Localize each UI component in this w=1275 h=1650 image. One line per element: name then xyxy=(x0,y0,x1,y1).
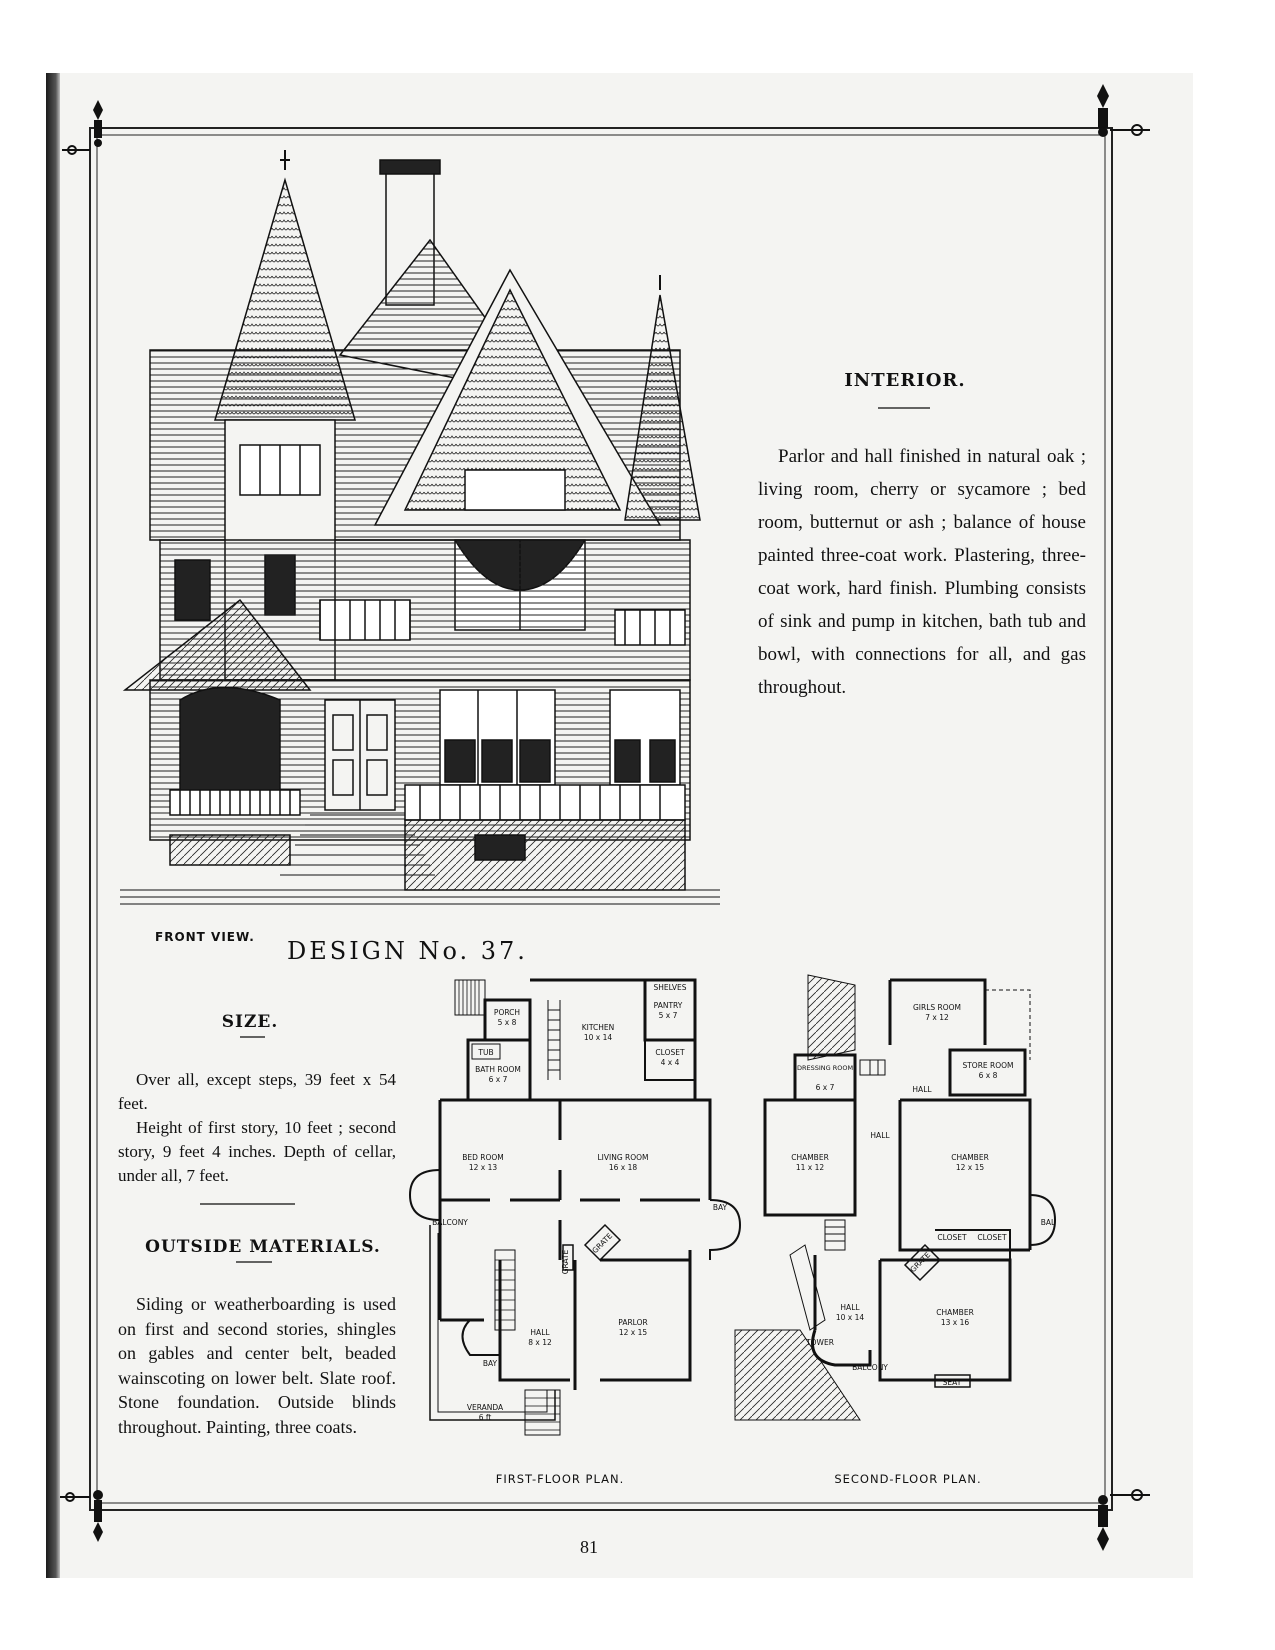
interior-title: INTERIOR. xyxy=(844,370,966,391)
ff-tub-label: TUB xyxy=(478,1048,494,1057)
outside-materials-title: OUTSIDE MATERIALS. xyxy=(145,1237,381,1257)
sf-girls-room-size: 7 x 12 xyxy=(925,1013,949,1022)
sf-dressing-room-size: 6 x 7 xyxy=(815,1083,835,1092)
front-view-label: FRONT VIEW. xyxy=(155,930,255,944)
sf-chamber-2-label: CHAMBER xyxy=(951,1153,989,1162)
ff-hall-size: 8 x 12 xyxy=(528,1338,552,1347)
ff-porch-size: 5 x 8 xyxy=(497,1018,517,1027)
ff-bedroom-size: 12 x 13 xyxy=(468,1163,498,1172)
second-floor-plan-label: SECOND-FLOOR PLAN. xyxy=(834,1472,982,1486)
ff-kitchen-size: 10 x 14 xyxy=(583,1033,613,1042)
sf-hall-3-size: 10 x 14 xyxy=(835,1313,865,1322)
corner-finial-bottom-right-icon xyxy=(1097,1490,1150,1551)
ff-pantry-label: PANTRY xyxy=(653,1001,683,1010)
first-floor-plan-label: FIRST-FLOOR PLAN. xyxy=(495,1472,625,1486)
first-floor-plan xyxy=(410,980,740,1435)
corner-finial-top-left-icon xyxy=(62,100,103,154)
sf-chamber-1-label: CHAMBER xyxy=(791,1153,829,1162)
outside-materials-description: Siding or weatherboarding is used on first and second stories, shingles on gables and center belt, beaded wainscoting on lower belt. Slate roof. Stone foundation. Outside blinds throughout. Painting, three coats. xyxy=(118,1294,396,1437)
ff-kitchen-label: KITCHEN xyxy=(581,1023,615,1032)
ff-living-label: LIVING ROOM xyxy=(597,1153,649,1162)
ff-closet-label: CLOSET xyxy=(655,1048,685,1057)
page-number: 81 xyxy=(580,1537,598,1557)
sf-chamber-1-size: 11 x 12 xyxy=(795,1163,825,1172)
sf-seat-label: SEAT xyxy=(942,1378,962,1387)
size-paragraph-overall: Over all, except steps, 39 feet x 54 feet. xyxy=(118,1070,396,1113)
house-front-elevation xyxy=(120,150,720,904)
design-title: DESIGN No. 37. xyxy=(287,937,528,965)
interior-description: Parlor and hall finished in natural oak ; living room, cherry or sycamore ; bed room, butternut or ash ; balance of house painted three-coat work. Plastering, three-coat work, hard finish. Plumbing consists of sink and pump in kitchen, bath tub and bowl, with connections for all, and gas throughout. xyxy=(758,446,1086,698)
sf-closet-2-label: CLOSET xyxy=(977,1233,1007,1242)
ff-porch-label: PORCH xyxy=(493,1008,521,1017)
sf-hall-label: HALL xyxy=(912,1085,932,1094)
ff-veranda-label: VERANDA xyxy=(466,1403,504,1412)
corner-finial-bottom-left-icon xyxy=(60,1490,103,1542)
size-title: SIZE. xyxy=(221,1012,279,1032)
ff-veranda-size: 6 ft xyxy=(478,1413,492,1422)
ff-parlor-size: 12 x 15 xyxy=(618,1328,648,1337)
ff-bath-label: BATH ROOM xyxy=(475,1065,521,1074)
sf-girls-room-label: GIRLS ROOM xyxy=(912,1003,962,1012)
sf-chamber-2-size: 12 x 15 xyxy=(955,1163,985,1172)
sf-balcony-label: BALCONY xyxy=(852,1363,888,1372)
ff-bath-size: 6 x 7 xyxy=(488,1075,508,1084)
sf-hall-3-label: HALL xyxy=(840,1303,860,1312)
ff-bay-2-label: BAY xyxy=(482,1359,498,1368)
ff-grate-1-label: GRATE xyxy=(561,1249,570,1275)
ff-pantry-size: 5 x 7 xyxy=(658,1011,678,1020)
sf-dressing-room-label: DRESSING ROOM xyxy=(796,1064,854,1072)
corner-finial-top-right-icon xyxy=(1097,84,1150,137)
ff-hall-label: HALL xyxy=(530,1328,550,1337)
sf-store-room-size: 6 x 8 xyxy=(978,1071,998,1080)
ff-parlor-label: PARLOR xyxy=(618,1318,648,1327)
size-paragraph-heights: Height of first story, 10 feet ; second story, 9 feet 4 inches. Depth of cellar, under all, 7 feet. xyxy=(118,1118,396,1185)
ff-grate-2-label: GRATE xyxy=(590,1231,615,1256)
sf-store-room-label: STORE ROOM xyxy=(962,1061,1014,1070)
sf-tower-label: TOWER xyxy=(806,1338,834,1347)
ff-balcony-label: BALCONY xyxy=(432,1218,468,1227)
sf-chamber-3-size: 13 x 16 xyxy=(940,1318,970,1327)
ff-bay-label: BAY xyxy=(712,1203,728,1212)
size-description xyxy=(118,1068,396,1188)
sf-bal-label: BAL xyxy=(1040,1218,1056,1227)
sf-hall-2-label: HALL xyxy=(870,1131,890,1140)
sf-chamber-3-label: CHAMBER xyxy=(936,1308,974,1317)
ff-shelves-label: SHELVES xyxy=(653,983,687,992)
sf-grate-label: GRATE xyxy=(908,1250,933,1275)
second-floor-plan xyxy=(735,975,1055,1420)
sf-closet-1-label: CLOSET xyxy=(937,1233,967,1242)
ff-closet-size: 4 x 4 xyxy=(660,1058,680,1067)
ff-bedroom-label: BED ROOM xyxy=(462,1153,504,1162)
ff-living-size: 16 x 18 xyxy=(608,1163,638,1172)
